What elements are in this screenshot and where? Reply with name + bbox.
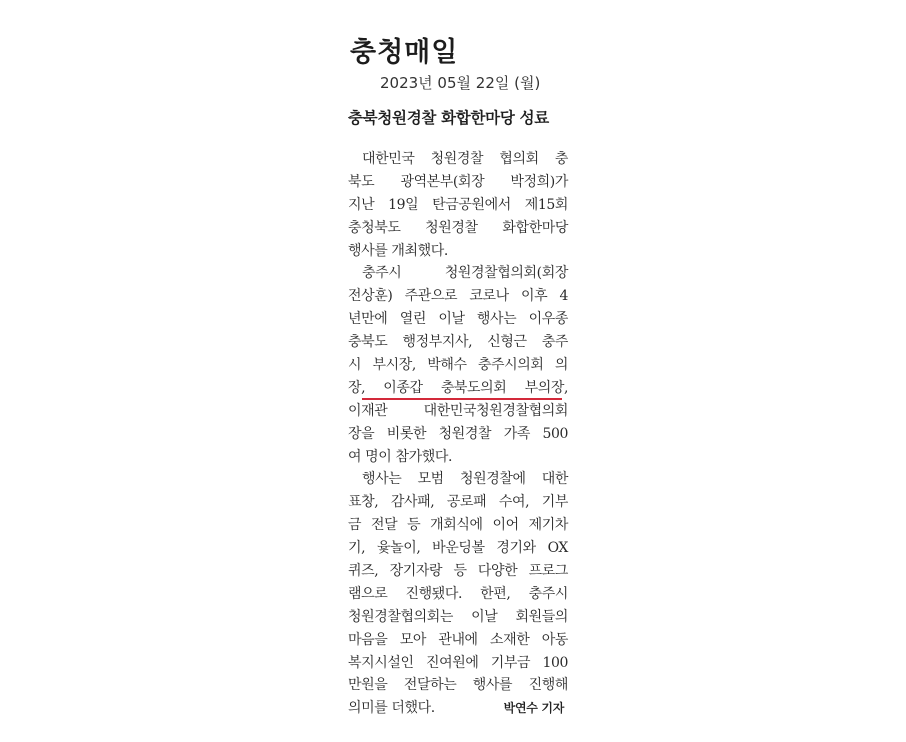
article-line: 행사는 모범 청원경찰에 대한 [362, 471, 568, 488]
article-line: 충주시 청원경찰협의회(회장 [362, 265, 568, 282]
publication-date: 2023년 05월 22일 (월) [380, 74, 541, 92]
article-last-line [348, 697, 568, 720]
article-line: 지난 19일 탄금공원에서 제15회 [348, 196, 568, 213]
article-body [348, 148, 568, 720]
article-line: 퀴즈, 장기자랑 등 다양한 프로그 [348, 563, 568, 580]
article-line: 장을 비롯한 청원경찰 가족 500 [348, 425, 568, 442]
article-line: 이재관 대한민국청원경찰협의회 [348, 402, 568, 419]
article-line: 램으로 진행됐다. 한편, 충주시 [348, 585, 568, 602]
article-line: 기, 윷놀이, 바운딩볼 경기와 OX [348, 540, 568, 557]
article-line: 년만에 열린 이날 행사는 이우종 [348, 311, 568, 328]
article-headline: 충북청원경찰 화합한마당 성료 [348, 109, 549, 127]
article-line: 충북도 행정부지사, 신형근 충주 [348, 334, 568, 351]
article-line: 복지시설인 진여원에 기부금 100 [348, 654, 568, 671]
article-line: 행사를 개최했다. [348, 242, 448, 259]
article-line: 만원을 전달하는 행사를 진행해 [348, 677, 568, 694]
article-line: 시 부시장, 박해수 충주시의회 의 [348, 357, 568, 374]
article-line: 여 명이 참가했다. [348, 448, 453, 465]
article-line: 충청북도 청원경찰 화합한마당 [348, 219, 568, 236]
newspaper-masthead: 충청매일 [350, 37, 459, 68]
news-clipping [340, 22, 572, 722]
article-line: 대한민국 청원경찰 협의회 충 [362, 151, 568, 167]
article-line: 표창, 감사패, 공로패 수여, 기부 [348, 494, 568, 511]
article-line: 의미를 더했다. [348, 700, 435, 717]
article-line: 청원경찰협의회는 이날 회원들의 [348, 608, 568, 625]
article-line: 금 전달 등 개회식에 이어 제기차 [348, 517, 568, 534]
article-line: 전상훈) 주관으로 코로나 이후 4 [348, 288, 568, 305]
article-line-highlighted [348, 377, 568, 400]
highlighted-text: 장, 이종갑 충북도의회 부의장, [348, 379, 568, 396]
reporter-byline: 박연수 기자 [503, 701, 564, 716]
article-line: 북도 광역본부(회장 박정희)가 [348, 173, 568, 190]
article-line: 마음을 모아 관내에 소재한 아동 [348, 631, 568, 648]
